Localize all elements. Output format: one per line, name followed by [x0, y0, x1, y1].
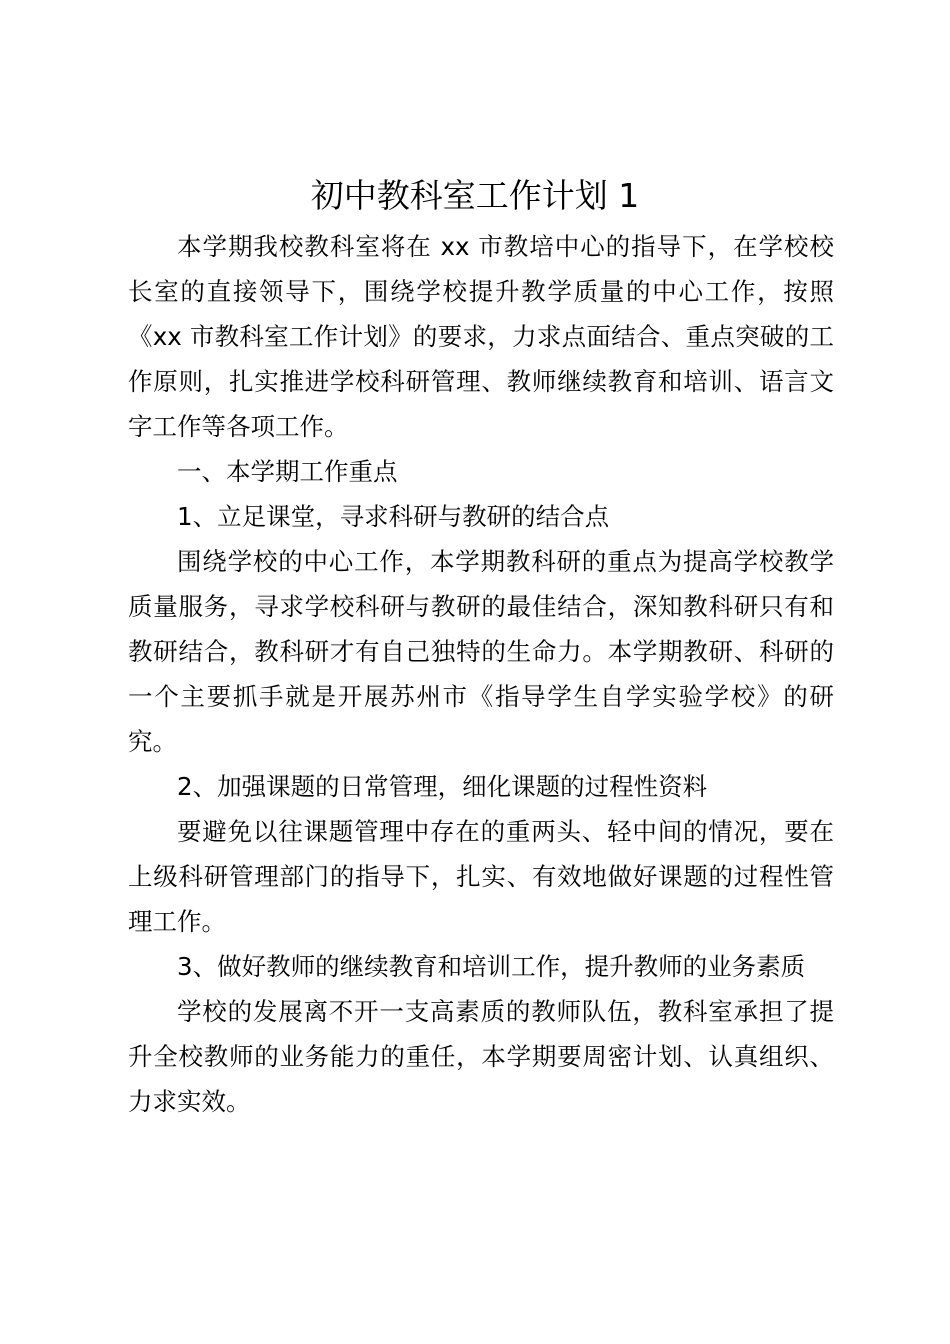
intro-paragraph: 本学期我校教科室将在 xx 市教培中心的指导下，在学校校长室的直接领导下，围绕学校提升教学质量的中心工作，按照《xx 市教科室工作计划》的要求，力求点面结合、重点突破的工作原则，扎实推进学校科研管理、教师继续教育和培训、语言文字工作等各项工作。: [128, 232, 834, 441]
document-title: 初中教科室工作计划 1: [310, 176, 640, 215]
body-paragraph-2: 要避免以往课题管理中存在的重两头、轻中间的情况，要在上级科研管理部门的指导下，扎实、有效地做好课题的过程性管理工作。: [128, 817, 834, 936]
section-heading-focus: 一、本学期工作重点: [177, 457, 398, 486]
body-paragraph-3: 学校的发展离不开一支高素质的教师队伍，教科室承担了提升全校教师的业务能力的重任，本学期要周密计划、认真组织、力求实效。: [128, 997, 834, 1116]
subheading-1: 1、立足课堂，寻求科研与教研的结合点: [177, 502, 610, 531]
subheading-2: 2、加强课题的日常管理，细化课题的过程性资料: [177, 772, 708, 801]
document-body: [128, 224, 834, 1124]
subheading-3: 3、做好教师的继续教育和培训工作，提升教师的业务素质: [177, 952, 806, 981]
body-paragraph-1: 围绕学校的中心工作，本学期教科研的重点为提高学校教学质量服务，寻求学校科研与教研的最佳结合，深知教科研只有和教研结合，教科研才有自己独特的生命力。本学期教研、科研的一个主要抓手就是开展苏州市《指导学生自学实验学校》的研究。: [128, 547, 834, 756]
